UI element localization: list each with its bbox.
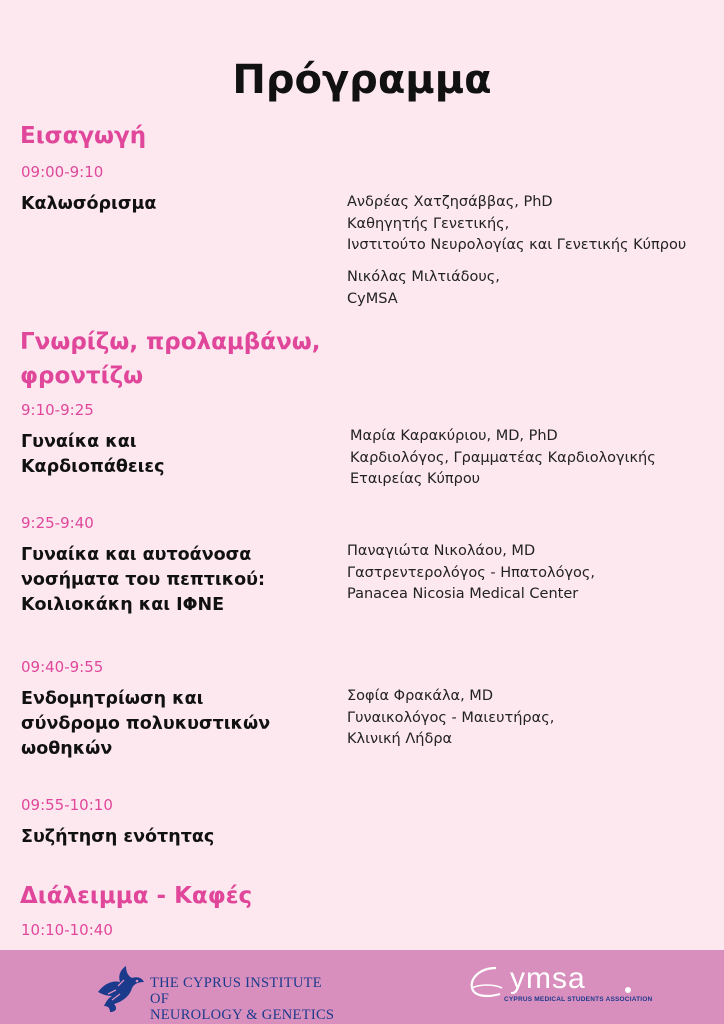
dove-icon [94,962,146,1014]
session-time: 9:10-9:25 [21,401,94,419]
talk-title-line: Κοιλιοκάκη και ΙΦΝΕ [21,595,225,615]
session-time: 09:40-9:55 [21,658,104,676]
speaker-line: Σοφία Φρακάλα, MD [347,688,493,704]
cing-logo-line: THE CYPRUS INSTITUTE OF [150,975,322,1007]
session-time: 09:00-9:10 [21,163,104,181]
talk-title: Συζήτηση ενότητας [21,827,215,847]
speaker-line: Νικόλας Μιλτιάδους, [347,269,500,285]
talk-title [21,687,270,762]
section-heading-break: Διάλειμμα - Καφές [20,883,253,909]
cing-logo-text [150,975,344,1023]
session-time: 9:25-9:40 [21,514,94,532]
section-heading-intro: Εισαγωγή [20,123,147,149]
speaker-line: Panacea Nicosia Medical Center [347,586,579,602]
session-time: 09:55-10:10 [21,796,113,814]
talk-title-line: Γυναίκα και [21,432,137,452]
speaker-line: Γαστρεντερολόγος - Ηπατολόγος, [347,564,596,581]
talk-title: Καλωσόρισμα [21,194,157,214]
speaker-line: Εταιρείας Κύπρου [350,471,481,487]
cymsa-logo [466,962,653,1012]
speaker-line: Μαρία Καρακύριου, MD, PhD [350,428,558,444]
talk-title-line: Ενδομητρίωση και [21,689,204,709]
speaker-line: Γυναικολόγος - Μαιευτήρας, [347,709,555,726]
session-time: 10:10-10:40 [21,921,113,939]
speaker-line: Ινστιτούτο Νευρολογίας και Γενετικής Κύπρου [347,237,687,253]
talk-title-line: σύνδρομο πολυκυστικών [21,714,271,734]
cing-logo [94,962,344,1023]
talk-title-line: Γυναίκα και αυτοάνοσα [21,545,252,565]
speaker-line: Καθηγητής Γενετικής, [347,215,510,232]
speaker-line: CyMSA [347,290,398,307]
page-title: Πρόγραμμα [232,57,492,103]
cing-logo-line: NEUROLOGY & GENETICS [150,1007,335,1023]
talk-title-line: Καρδιοπάθειες [21,457,165,477]
section-heading-line: Γνωρίζω, προλαμβάνω, [20,329,321,355]
talk-title-line: ωοθηκών [21,739,113,759]
talk-title [21,430,165,480]
speaker-info [347,541,595,606]
section-heading-line: φροντίζω [20,363,144,389]
speaker-info [347,192,686,257]
speaker-info [347,267,500,310]
speaker-info [347,686,554,751]
cymsa-logo-word: ymsa [510,962,586,995]
talk-title [21,543,265,618]
speaker-line: Παναγιώτα Νικολάου, MD [347,543,536,559]
section-heading-know [20,325,320,393]
talk-title-line: νοσήματα του πεπτικού: [21,570,266,590]
speaker-line: Ανδρέας Χατζησάββας, PhD [347,194,553,210]
speaker-line: Καρδιολόγος, Γραμματέας Καρδιολογικής [350,449,656,466]
cymsa-logo-subtitle: CYPRUS MEDICAL STUDENTS ASSOCIATION [504,996,653,1003]
speaker-line: Κλινική Λήδρα [347,731,453,747]
speaker-info [350,426,656,491]
